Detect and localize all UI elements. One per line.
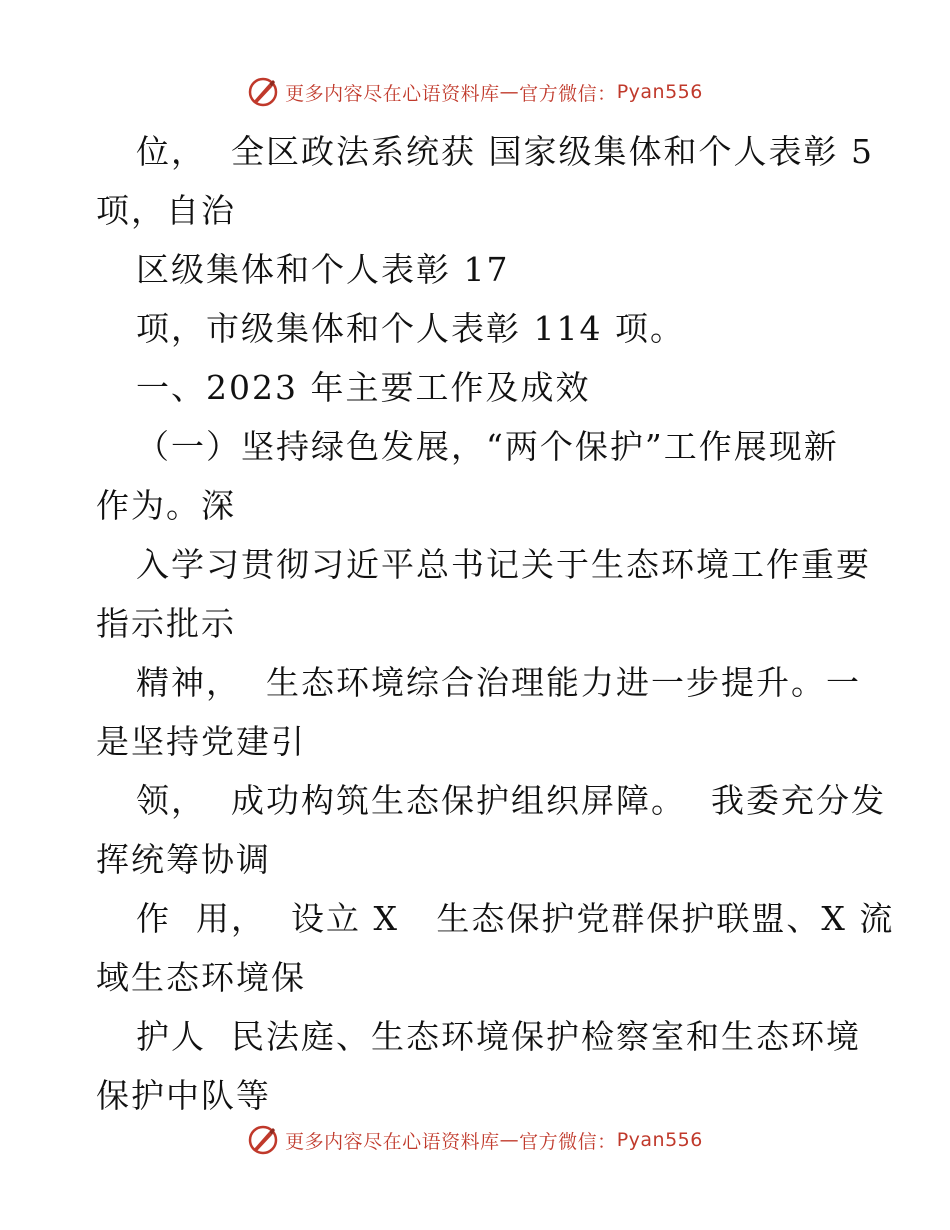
banner-wechat-id: Pyan556 xyxy=(616,1129,703,1151)
text-line: 入学习贯彻习近平总书记关于生态环境工作重要 xyxy=(136,545,871,584)
text-line: 是坚持党建引 xyxy=(96,722,306,761)
text-line: 挥统筹协调 xyxy=(96,840,271,879)
text-line: 位， 全区政法系统获 国家级集体和个人表彰 5 xyxy=(136,132,874,171)
quill-icon xyxy=(247,1124,279,1156)
banner-dash: — xyxy=(499,1129,520,1151)
text-line: 项，自治 xyxy=(96,191,236,230)
subsection-heading: （一）坚持绿色发展，“两个保护”工作展现新 xyxy=(136,427,839,466)
text-line: 作为。深 xyxy=(96,486,236,525)
text-line: 指示批示 xyxy=(96,604,236,643)
text-line: 精神， 生态环境综合治理能力进一步提升。一 xyxy=(136,663,861,702)
text-line: 作 用， 设立 X 生态保护党群保护联盟、X 流 xyxy=(136,899,895,938)
banner-wechat-id: Pyan556 xyxy=(616,81,703,103)
text-line: 区级集体和个人表彰 17 xyxy=(136,250,510,289)
banner-wechat-label: 官方微信： xyxy=(519,1130,617,1153)
banner-title: 更多内容尽在心语资料库 xyxy=(285,1130,500,1153)
text-line: 域生态环境保 xyxy=(96,958,306,997)
banner-wechat-label: 官方微信： xyxy=(519,82,617,105)
banner-dash: — xyxy=(499,81,520,103)
text-line: 护人 民法庭、生态环境保护检察室和生态环境 xyxy=(136,1017,861,1056)
footer-banner xyxy=(0,1120,950,1160)
text-line: 领， 成功构筑生态保护组织屏障。 我委充分发 xyxy=(136,781,886,820)
body-text xyxy=(96,122,895,1125)
quill-icon xyxy=(247,76,279,108)
banner-title: 更多内容尽在心语资料库 xyxy=(285,82,500,105)
text-line: 保护中队等 xyxy=(96,1076,271,1115)
section-heading: 一、2023 年主要工作及成效 xyxy=(136,368,591,407)
header-banner xyxy=(0,72,950,112)
text-line: 项，市级集体和个人表彰 114 项。 xyxy=(136,309,685,348)
